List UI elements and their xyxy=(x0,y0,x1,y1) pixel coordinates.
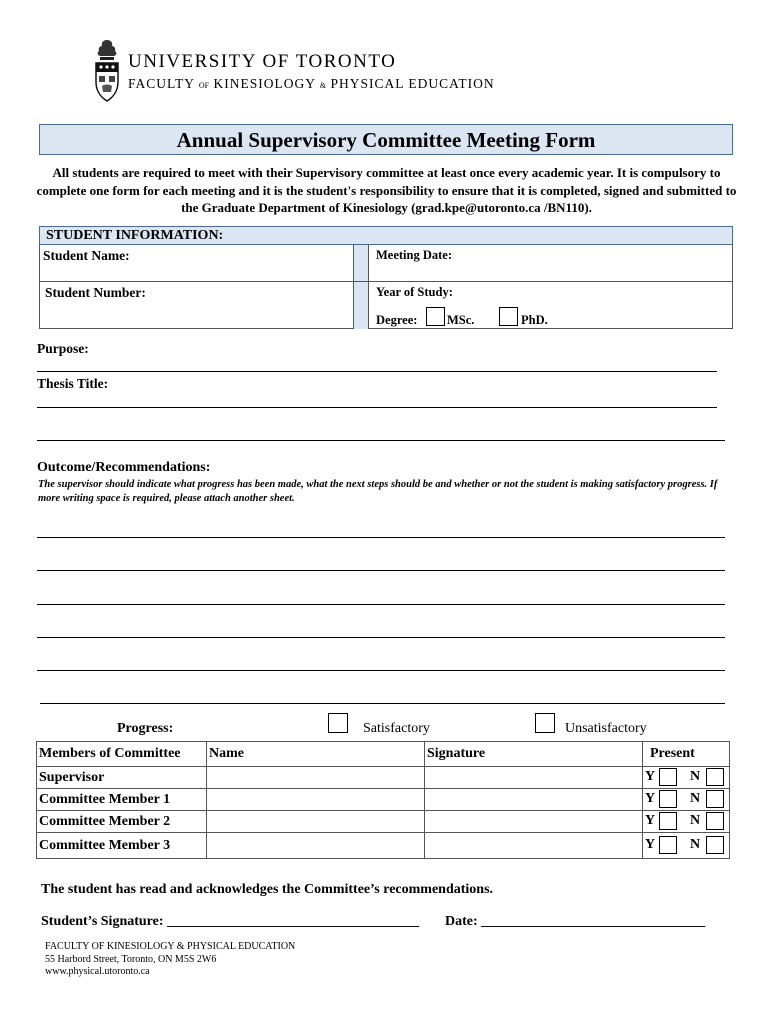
member-name-cell[interactable] xyxy=(207,833,425,859)
outcome-line[interactable] xyxy=(37,604,725,605)
present-header: Present xyxy=(643,742,730,767)
student-info-heading: STUDENT INFORMATION: xyxy=(39,226,733,245)
member-name-cell[interactable] xyxy=(207,767,425,789)
member-role: Committee Member 3 xyxy=(37,833,207,859)
satisfactory-label: Satisfactory xyxy=(363,721,430,736)
student-number-field[interactable] xyxy=(165,285,348,325)
student-info-divider xyxy=(353,245,369,329)
purpose-label: Purpose: xyxy=(37,341,89,356)
outcome-line[interactable] xyxy=(37,637,725,638)
no-label: N xyxy=(690,837,701,852)
present-cell xyxy=(643,833,730,859)
outcome-line[interactable] xyxy=(37,537,725,538)
footer-website: www.physical.utoronto.ca xyxy=(45,966,150,977)
meeting-date-label: Meeting Date: xyxy=(376,248,453,262)
committee-table xyxy=(36,741,730,859)
university-crest-icon xyxy=(93,38,121,104)
faculty-kinesiology: KINESIOLOGY xyxy=(213,76,316,91)
year-of-study-label: Year of Study: xyxy=(376,285,453,299)
student-number-label: Student Number: xyxy=(45,285,146,300)
faculty-word: FACULTY xyxy=(128,76,195,91)
present-cell xyxy=(643,789,730,811)
yes-checkbox[interactable] xyxy=(659,790,677,808)
msc-checkbox[interactable] xyxy=(426,307,445,326)
yes-label: Y xyxy=(645,769,656,784)
progress-label: Progress: xyxy=(117,721,174,736)
member-signature-cell[interactable] xyxy=(425,767,643,789)
no-checkbox[interactable] xyxy=(706,812,724,830)
footer-street: 55 Harbord Street, Toronto, ON M5S 2W6 xyxy=(45,953,217,965)
faculty-of: OF xyxy=(198,81,210,90)
no-label: N xyxy=(690,769,701,784)
satisfactory-checkbox[interactable] xyxy=(328,713,348,733)
no-label: N xyxy=(690,813,701,828)
purpose-line[interactable] xyxy=(37,371,717,372)
yes-checkbox[interactable] xyxy=(659,812,677,830)
student-info-row-divider xyxy=(39,281,733,282)
member-role: Committee Member 1 xyxy=(37,789,207,811)
thesis-line-2[interactable] xyxy=(37,440,725,441)
member-signature-cell[interactable] xyxy=(425,833,643,859)
student-signature-field[interactable]: Student’s Signature: ____________________________________ xyxy=(41,914,420,929)
university-name: UNIVERSITY OF TORONTO xyxy=(128,51,397,72)
table-row xyxy=(37,767,730,789)
degree-label: Degree: xyxy=(376,313,418,327)
yes-label: Y xyxy=(645,813,656,828)
outcome-label: Outcome/Recommendations: xyxy=(37,460,211,475)
form-title: Annual Supervisory Committee Meeting Form xyxy=(39,124,733,155)
acknowledgement-text: The student has read and acknowledges the Committee’s recommendations. xyxy=(41,882,494,897)
table-row xyxy=(37,789,730,811)
no-checkbox[interactable] xyxy=(706,836,724,854)
phd-checkbox[interactable] xyxy=(499,307,518,326)
member-role: Supervisor xyxy=(37,767,207,789)
meeting-date-field[interactable] xyxy=(465,248,729,278)
table-row xyxy=(37,833,730,859)
faculty-name xyxy=(128,76,495,94)
yes-checkbox[interactable] xyxy=(659,836,677,854)
no-checkbox[interactable] xyxy=(706,790,724,808)
faculty-ampersand: & xyxy=(319,81,327,90)
yes-label: Y xyxy=(645,791,656,806)
name-header: Name xyxy=(207,742,425,767)
members-header: Members of Committee xyxy=(37,742,207,767)
member-signature-cell[interactable] xyxy=(425,811,643,833)
footer-address xyxy=(45,941,295,979)
member-name-cell[interactable] xyxy=(207,811,425,833)
outcome-line[interactable] xyxy=(37,570,725,571)
yes-checkbox[interactable] xyxy=(659,768,677,786)
signature-header: Signature xyxy=(425,742,643,767)
present-cell xyxy=(643,767,730,789)
no-checkbox[interactable] xyxy=(706,768,724,786)
msc-label: MSc. xyxy=(447,313,475,327)
unsatisfactory-checkbox[interactable] xyxy=(535,713,555,733)
date-field[interactable]: Date: ________________________________ xyxy=(445,914,706,929)
student-name-label: Student Name: xyxy=(43,248,130,263)
form-intro: All students are required to meet with their Supervisory committee at least once every academic year. It is compulsory to complete one form for each meeting and it is the student's responsibility to ensure that it is completed, signed and submitted to the Graduate Department of Kinesiology (grad.kpe@utoronto.ca /BN110). xyxy=(36,165,737,215)
faculty-pe: PHYSICAL EDUCATION xyxy=(330,76,495,91)
year-of-study-field[interactable] xyxy=(468,284,728,302)
present-cell xyxy=(643,811,730,833)
member-name-cell[interactable] xyxy=(207,789,425,811)
no-label: N xyxy=(690,791,701,806)
outcome-line[interactable] xyxy=(37,670,725,671)
thesis-line-1[interactable] xyxy=(37,407,717,408)
unsatisfactory-label: Unsatisfactory xyxy=(565,721,647,736)
member-role: Committee Member 2 xyxy=(37,811,207,833)
phd-label: PhD. xyxy=(521,313,548,327)
committee-header-row xyxy=(37,742,730,767)
member-signature-cell[interactable] xyxy=(425,789,643,811)
thesis-title-label: Thesis Title: xyxy=(37,376,109,391)
footer-faculty: FACULTY OF KINESIOLOGY & PHYSICAL EDUCATION xyxy=(45,941,296,952)
outcome-note: The supervisor should indicate what progress has been made, what the next steps should be and whether or not the student is making satisfactory progress. If more writing space is required, please attach another sheet. xyxy=(38,479,718,504)
outcome-line[interactable] xyxy=(40,703,725,704)
table-row xyxy=(37,811,730,833)
student-name-field[interactable] xyxy=(150,248,348,278)
yes-label: Y xyxy=(645,837,656,852)
